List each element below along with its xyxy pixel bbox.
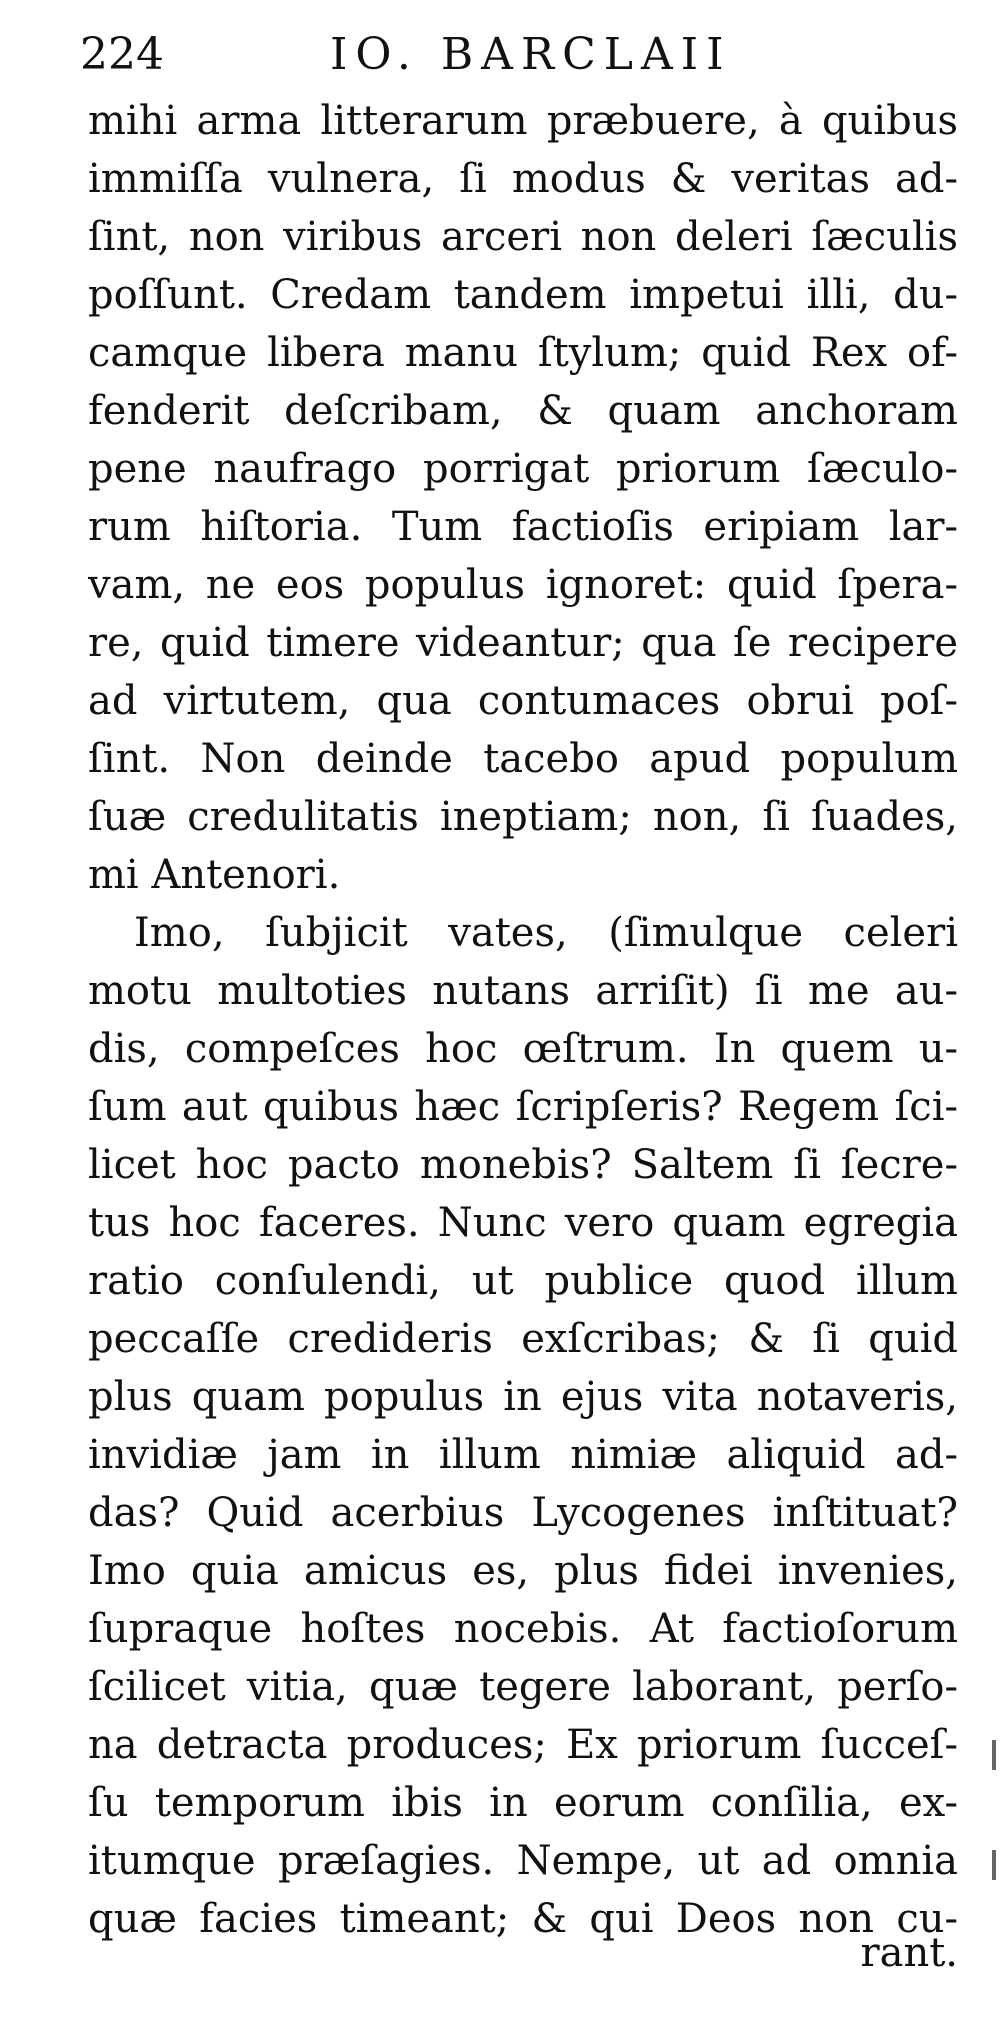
text-line: licet hoc pacto monebis? Saltem ſi ſecre- (88, 1142, 958, 1188)
text-line: poſſunt. Credam tandem impetui illi, du- (88, 272, 958, 318)
text-line: ſuæ credulitatis ineptiam; non, ſi ſuades, (88, 794, 958, 840)
text-line: na detracta produces; Ex priorum ſucceſ- (88, 1722, 958, 1768)
text-line: peccaſſe credideris exſcribas; & ſi quid (88, 1316, 958, 1362)
page-number: 224 (80, 29, 164, 80)
text-line: itumque præſagies. Nempe, ut ad omnia (88, 1838, 958, 1884)
text-line: ſint, non viribus arceri non deleri ſæculis (88, 214, 958, 260)
text-line: Imo, ſubjicit vates, (ſimulque celeri (134, 910, 958, 956)
text-line: Imo quia amicus es, plus fidei invenies, (88, 1548, 958, 1594)
text-line: immiſſa vulnera, ſi modus & veritas ad- (88, 156, 958, 202)
text-line: dis, compeſces hoc œſtrum. In quem u- (88, 1026, 958, 1072)
page-header (80, 20, 960, 90)
text-line: das? Quid acerbius Lycogenes inſtituat? (88, 1490, 958, 1536)
page-edge-mark (992, 1850, 996, 1880)
body-text (88, 92, 958, 1948)
text-line: tus hoc faceres. Nunc vero quam egregia (88, 1200, 958, 1246)
text-line: ſum aut quibus hæc ſcripſeris? Regem ſci- (88, 1084, 958, 1130)
text-line: motu multoties nutans arriſit) ſi me au- (88, 968, 958, 1014)
page-edge-mark (992, 1740, 996, 1770)
text-line: ad virtutem, qua contumaces obrui poſ- (88, 678, 958, 724)
text-line: fenderit deſcribam, & quam anchoram (88, 388, 958, 434)
text-line: quæ facies timeant; & qui Deos non cu- (88, 1896, 958, 1942)
text-line: ratio conſulendi, ut publice quod illum (88, 1258, 958, 1304)
catchword: rant. (860, 1930, 958, 1976)
text-line: rum hiſtoria. Tum factioſis eripiam lar- (88, 504, 958, 550)
text-line: camque libera manu ſtylum; quid Rex of- (88, 330, 958, 376)
text-line: vam, ne eos populus ignoret: quid ſpera- (88, 562, 958, 608)
text-line: ſu temporum ibis in eorum conſilia, ex- (88, 1780, 958, 1826)
text-line: pene naufrago porrigat priorum ſæculo- (88, 446, 958, 492)
text-line: re, quid timere videantur; qua ſe recipere (88, 620, 958, 666)
text-line: ſupraque hoſtes nocebis. At factioſorum (88, 1606, 958, 1652)
text-line: ſint. Non deinde tacebo apud populum (88, 736, 958, 782)
text-line: invidiæ jam in illum nimiæ aliquid ad- (88, 1432, 958, 1478)
text-line: plus quam populus in ejus vita notaveris, (88, 1374, 958, 1420)
running-head: IO. BARCLAII (330, 29, 732, 80)
text-line: mihi arma litterarum præbuere, à quibus (88, 98, 958, 144)
text-line: mi Antenori. (88, 852, 341, 898)
text-line: ſcilicet vitia, quæ tegere laborant, perſo- (88, 1664, 958, 1710)
